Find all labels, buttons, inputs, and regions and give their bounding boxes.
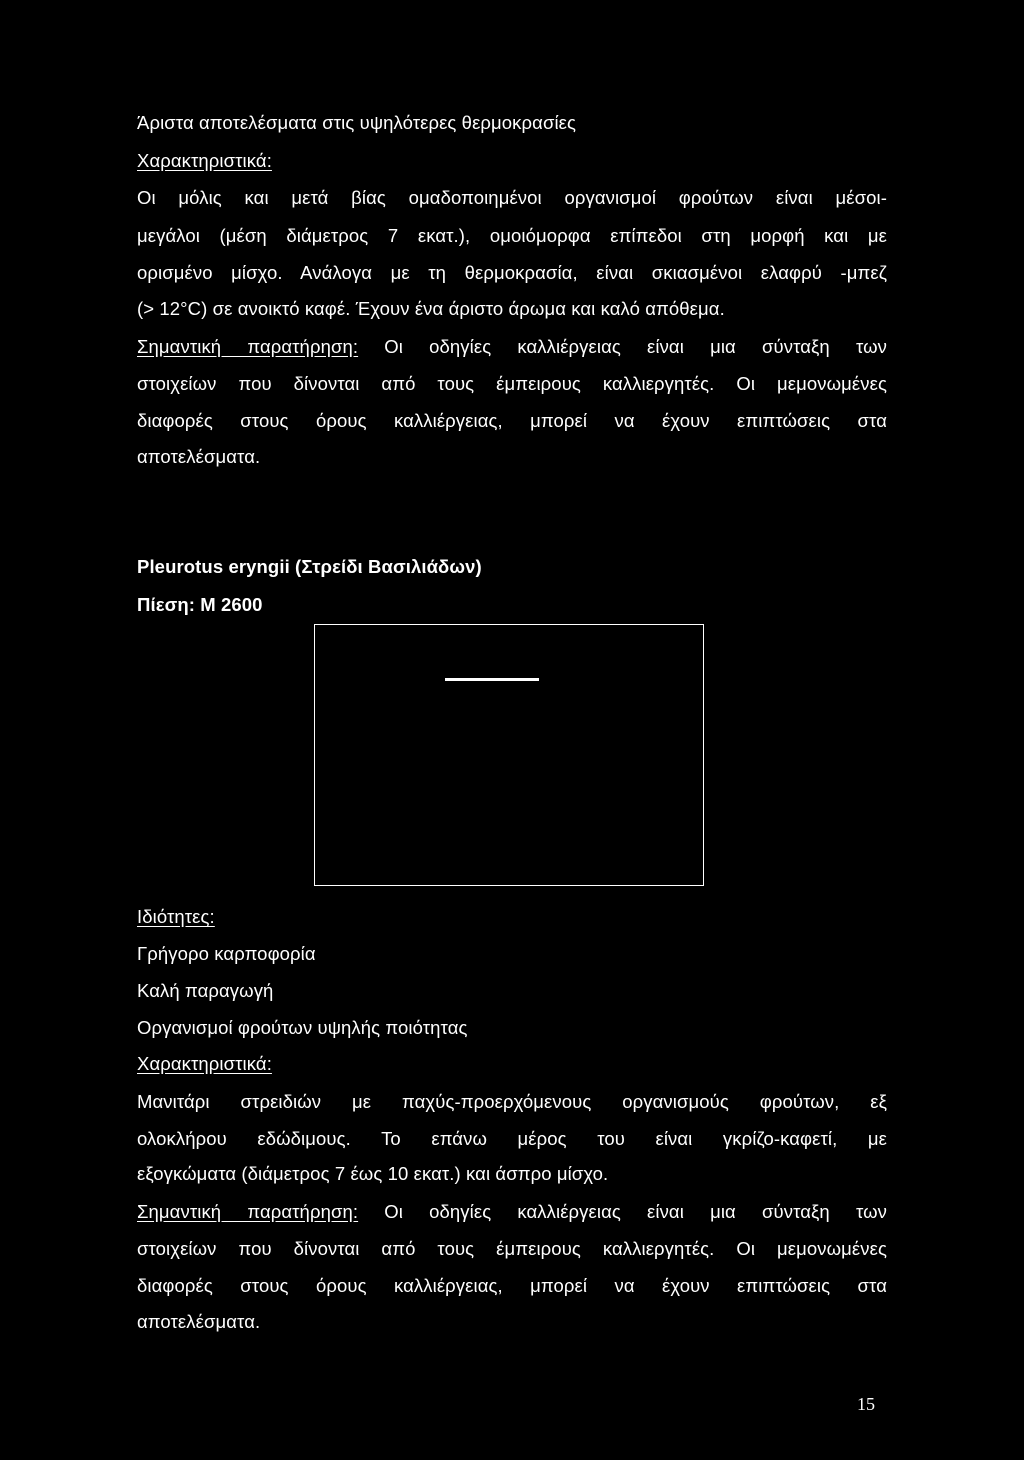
note-label: Σημαντική παρατήρηση: bbox=[137, 1201, 359, 1222]
strain-label: Πίεση: Μ 2600 bbox=[137, 594, 263, 615]
property-item: Καλή παραγωγή bbox=[137, 980, 274, 1001]
text-line: ορισμένο μίσχο. Ανάλογα με τη θερμοκρασία, είναι σκιασμένοι ελαφρύ -μπεζ bbox=[137, 262, 887, 283]
text-line: αποτελέσματα. bbox=[137, 446, 261, 467]
text-line: Άριστα αποτελέσματα στις υψηλότερες θερμοκρασίες bbox=[137, 112, 577, 133]
properties-heading: Ιδιότητες: bbox=[137, 906, 215, 927]
text-line: μεγάλοι (μέση διάμετρος 7 εκατ.), ομοιόμορφα επίπεδοι στη μορφή και με bbox=[137, 225, 887, 246]
text-line: στοιχείων που δίνονται από τους έμπειρους καλλιεργητές. Οι μεμονωμένες bbox=[137, 373, 887, 394]
photo-artifact bbox=[445, 678, 539, 681]
note-line bbox=[137, 1201, 887, 1223]
text-line: Οι μόλις και μετά βίας ομαδοποιημένοι οργανισμοί φρούτων είναι μέσοι- bbox=[137, 187, 887, 208]
characteristics-heading: Χαρακτηριστικά: bbox=[137, 150, 272, 171]
note-label: Σημαντική παρατήρηση: bbox=[137, 336, 359, 357]
text-line: εξογκώματα (διάμετρος 7 έως 10 εκατ.) και άσπρο μίσχο. bbox=[137, 1163, 609, 1184]
text-line: διαφορές στους όρους καλλιέργειας, μπορεί να έχουν επιπτώσεις στα bbox=[137, 1275, 887, 1296]
species-title: Pleurotus eryngii (Στρείδι Βασιλιάδων) bbox=[137, 556, 482, 577]
text-line: Μανιτάρι στρειδιών με παχύς-προερχόμενους οργανισμούς φρούτων, εξ bbox=[137, 1091, 887, 1112]
note-line bbox=[137, 336, 887, 358]
text-line: ολοκλήρου εδώδιμους. Το επάνω μέρος του είναι γκρίζο-καφετί, με bbox=[137, 1128, 887, 1149]
text-line: στοιχείων που δίνονται από τους έμπειρους καλλιεργητές. Οι μεμονωμένες bbox=[137, 1238, 887, 1259]
mushroom-photo bbox=[314, 624, 704, 886]
characteristics-heading: Χαρακτηριστικά: bbox=[137, 1053, 272, 1074]
note-text: Οι οδηγίες καλλιέργειας είναι μια σύνταξη των bbox=[358, 1201, 887, 1222]
property-item: Οργανισμοί φρούτων υψηλής ποιότητας bbox=[137, 1017, 468, 1038]
page-number: 15 bbox=[857, 1394, 875, 1414]
text-line: διαφορές στους όρους καλλιέργειας, μπορεί να έχουν επιπτώσεις στα bbox=[137, 410, 887, 431]
note-text: Οι οδηγίες καλλιέργειας είναι μια σύνταξη των bbox=[358, 336, 887, 357]
property-item: Γρήγορο καρποφορία bbox=[137, 943, 316, 964]
text-line: (> 12°C) σε ανοικτό καφέ. Έχουν ένα άριστο άρωμα και καλό απόθεμα. bbox=[137, 298, 725, 319]
text-line: αποτελέσματα. bbox=[137, 1311, 261, 1332]
